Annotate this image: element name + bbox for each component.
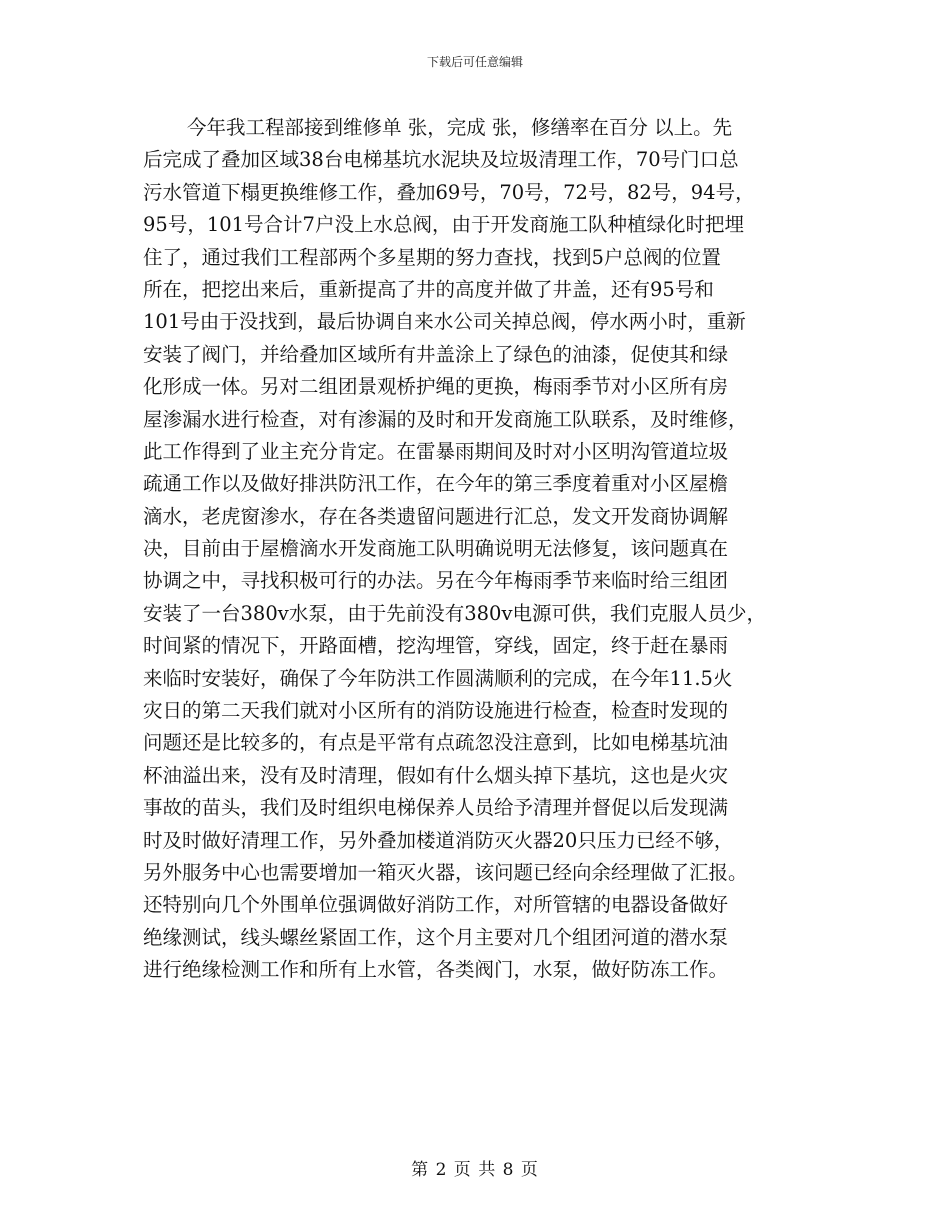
text-line: 95号，101号合计7户没上水总阀，由于开发商施工队种植绿化时把埋 <box>143 213 744 237</box>
text-line: 时间紧的情况下，开路面槽，挖沟埋管，穿线，固定，终于赶在暴雨 <box>143 634 729 658</box>
text-line: 另外服务中心也需要增加一箱灭火器，该问题已经向余经理做了汇报。 <box>143 860 748 884</box>
text-line: 所在，把挖出来后，重新提高了井的高度并做了井盖，还有95号和 <box>143 277 714 301</box>
text-line: 住了，通过我们工程部两个多星期的努力查找，找到5户总阀的位置 <box>143 245 721 269</box>
text-line: 今年我工程部接到维修单 张，完成 张，修缮率在百分 以上。先 <box>187 116 733 139</box>
text-line: 安装了阀门，并给叠加区域所有井盖涂上了绿色的油漆，促使其和绿 <box>143 342 729 366</box>
text-line: 来临时安装好，确保了今年防洪工作圆满顺利的完成，在今年11.5火 <box>143 666 733 690</box>
text-line: 此工作得到了业主充分肯定。在雷暴雨期间及时对小区明沟管道垃圾 <box>143 439 729 463</box>
text-line: 化形成一体。另对二组团景观桥护绳的更换，梅雨季节对小区所有房 <box>143 375 729 399</box>
body-paragraph <box>143 112 833 987</box>
text-line: 还特别向几个外围单位强调做好消防工作，对所管辖的电器设备做好 <box>143 893 729 917</box>
text-line: 进行绝缘检测工作和所有上水管，各类阀门，水泵，做好防冻工作。 <box>143 958 729 982</box>
text-line: 问题还是比较多的，有点是平常有点疏忽没注意到，比如电梯基坑油 <box>143 731 729 755</box>
text-line: 滴水，老虎窗渗水，存在各类遗留问题进行汇总，发文开发商协调解 <box>143 504 729 528</box>
text-line: 灾日的第二天我们就对小区所有的消防设施进行检查，检查时发现的 <box>143 699 729 723</box>
text-line: 后完成了叠加区域38台电梯基坑水泥块及垃圾清理工作，70号门口总 <box>143 148 739 172</box>
text-line: 屋渗漏水进行检查，对有渗漏的及时和开发商施工队联系，及时维修， <box>143 407 748 431</box>
text-line: 时及时做好清理工作，另外叠加楼道消防灭火器20只压力已经不够， <box>143 828 734 852</box>
text-line: 决，目前由于屋檐滴水开发商施工队明确说明无法修复，该问题真在 <box>143 537 729 561</box>
text-line: 101号由于没找到，最后协调自来水公司关掉总阀，停水两小时，重新 <box>143 310 746 334</box>
page-header: 下载后可任意编辑 <box>426 55 523 69</box>
text-line: 疏通工作以及做好排洪防汛工作，在今年的第三季度着重对小区屋檐 <box>143 472 729 496</box>
text-line: 杯油溢出来，没有及时清理，假如有什么烟头掉下基坑，这也是火灾 <box>143 763 729 787</box>
text-line: 事故的苗头，我们及时组织电梯保养人员给予清理并督促以后发现满 <box>143 796 729 820</box>
text-line: 绝缘测试，线头螺丝紧固工作，这个月主要对几个组团河道的潜水泵 <box>143 925 729 949</box>
page-number: 第 2 页 共 8 页 <box>411 1160 539 1180</box>
text-line: 安装了一台380v水泵，由于先前没有380v电源可供，我们克服人员少， <box>143 601 766 625</box>
text-line: 协调之中，寻找积极可行的办法。另在今年梅雨季节来临时给三组团 <box>143 569 729 593</box>
text-line: 污水管道下榻更换维修工作，叠加69号，70号，72号，82号，94号， <box>143 180 755 204</box>
